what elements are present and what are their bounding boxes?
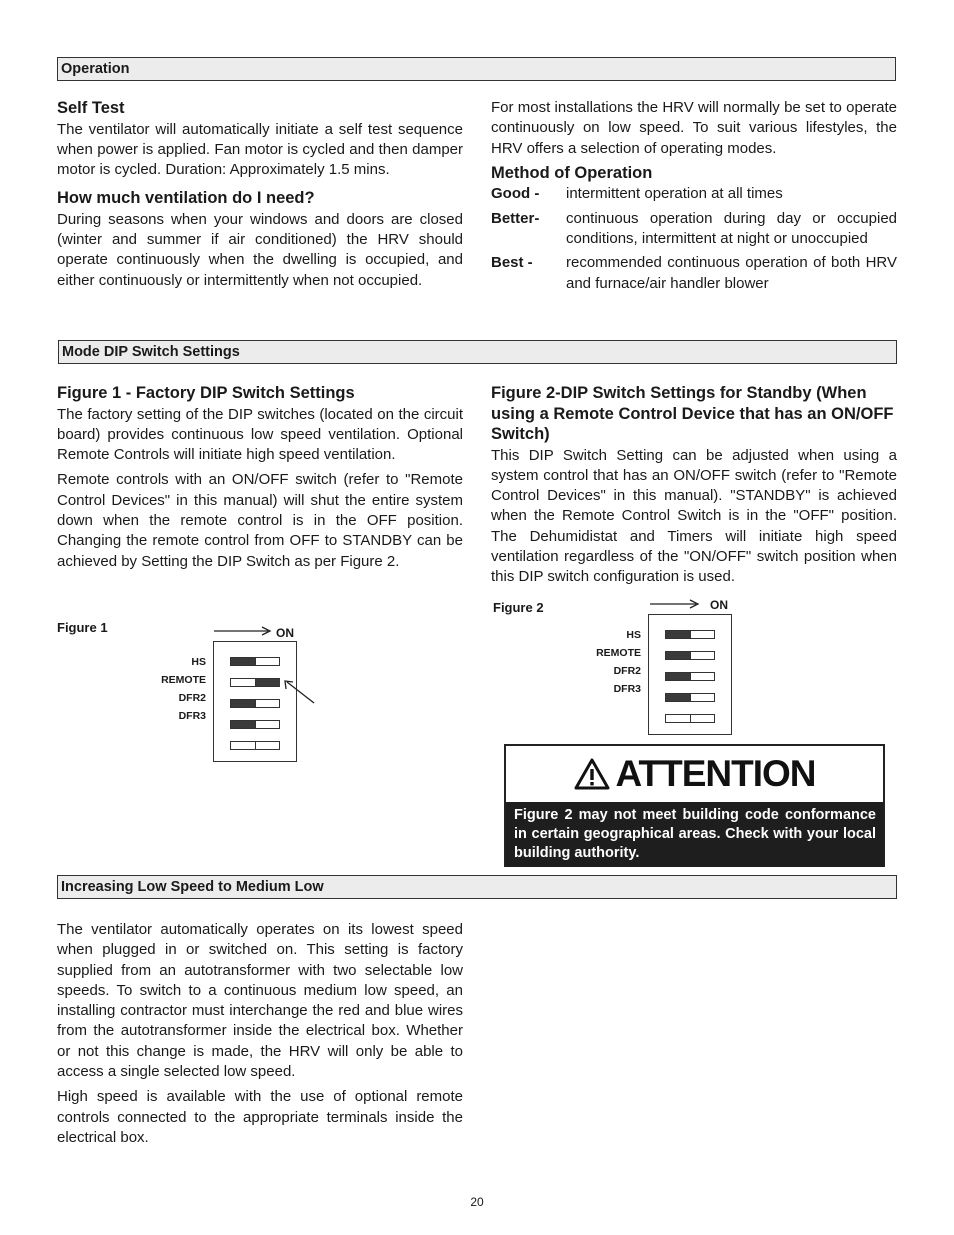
switch-divider — [255, 742, 256, 749]
switch-divider — [255, 700, 256, 707]
method-term: Better- — [491, 209, 540, 227]
figure1-arrow — [212, 624, 276, 638]
figure2-paragraph-1: This DIP Switch Setting can be adjusted when using a system control that has an ON/OFF switch (refer to "Remote Control Devices" in this manual). "STANDBY" is achieved when the Remote Control Switch is in the "OFF" position. The Dehumidistat and Timers will initiate high speed ventilation regardless of the "ON/OFF" switch position when this DIP switch configuration is used. — [491, 446, 897, 586]
switch-divider — [255, 721, 256, 728]
switch-knob — [256, 679, 280, 686]
how-much-body: During seasons when your windows and doors are closed (winter and summer if air conditioned) the HRV should operate continuously when the dwelling is occupied, and either continuously or intermittently when not occupied. — [57, 210, 463, 289]
figure1-switch-hs — [230, 657, 280, 666]
attention-title: ATTENTION — [615, 753, 816, 794]
figure2-arrow — [648, 597, 704, 611]
switch-knob — [231, 700, 255, 707]
section-header-mode-dip: Mode DIP Switch Settings — [58, 340, 897, 364]
figure2-switch-remote — [665, 651, 715, 660]
figure1-label-dfr3: DFR3 — [178, 710, 206, 722]
figure1-paragraph-2: Remote controls with an ON/OFF switch (refer to "Remote Control Devices" in this manual) will shut the entire system down when the remote control is in the OFF position. Changing the remote control from OFF to STANDBY can be achieved by Setting the DIP Switch as per Figure 2. — [57, 471, 463, 570]
figure2-switch-hs — [665, 630, 715, 639]
switch-knob — [666, 673, 690, 680]
figure2-heading: Figure 2-DIP Switch Settings for Standby (When using a Remote Control Device that has an ON/OFF Switch) — [491, 384, 894, 443]
self-test-body: The ventilator will automatically initiate a self test sequence when power is applied. Fan motor is cycled and then damper motor is cycled. Duration: Approximately 1.5 mins. — [57, 120, 463, 179]
figure1-switch-blank — [230, 741, 280, 750]
switch-knob — [666, 631, 690, 638]
switch-knob — [231, 658, 255, 665]
figure1-heading: Figure 1 - Factory DIP Switch Settings — [57, 384, 355, 402]
figure1-label-remote: REMOTE — [161, 674, 206, 686]
switch-divider — [690, 694, 691, 701]
most-installations-text: For most installations the HRV will normally be set to operate continuously on low speed. To suit various lifestyles, the HRV offers a selection of operating modes. — [491, 99, 897, 157]
increasing-text-column — [57, 920, 463, 1152]
section-header-increasing: Increasing Low Speed to Medium Low — [57, 875, 897, 899]
attention-body: Figure 2 may not meet building code conformance in certain geographical areas. Check with your local building authority. — [506, 802, 883, 867]
switch-knob — [666, 652, 690, 659]
switch-divider — [690, 673, 691, 680]
figure1-label-dfr2: DFR2 — [178, 692, 206, 704]
switch-divider — [255, 679, 256, 686]
attention-title-row — [506, 746, 883, 802]
figure2-switch-blank — [665, 714, 715, 723]
switch-knob — [666, 694, 690, 701]
self-test-heading: Self Test — [57, 99, 125, 117]
figure2-label: Figure 2 — [493, 600, 544, 615]
figure2-switch-dfr3 — [665, 693, 715, 702]
increasing-paragraph-1: The ventilator automatically operates on its lowest speed when plugged in or switched on. This setting is factory supplied from an autotransformer with two selectable low speeds. To switch to a continuous medium low speed, an installing contractor must interchange the red and blue wires from the autotransformer inside the electrical box. Whether or not this change is made, the HRV will only be able to access a single selected low speed. — [57, 921, 463, 1081]
figure1-text-column — [57, 383, 463, 576]
figure2-label-hs: HS — [626, 629, 641, 641]
method-term: Best - — [491, 254, 533, 272]
increasing-paragraph-2: High speed is available with the use of optional remote controls connected to the appropriate terminals inside the electrical box. — [57, 1088, 463, 1146]
method-def: continuous operation during day or occupied conditions, intermittent at night or unoccupied — [566, 209, 897, 247]
method-row-best — [491, 253, 897, 294]
method-def: recommended continuous operation of both HRV and furnace/air handler blower — [566, 254, 897, 292]
figure1-on-label: ON — [276, 626, 294, 640]
operation-left-column — [57, 98, 463, 295]
method-row-better — [491, 209, 897, 250]
method-heading: Method of Operation — [491, 163, 653, 182]
method-def: intermittent operation at all times — [566, 185, 783, 203]
figure1-switch-dfr2 — [230, 699, 280, 708]
figure2-label-dfr3: DFR3 — [613, 683, 641, 695]
section-header-operation: Operation — [57, 57, 896, 81]
page-number: 20 — [470, 1195, 484, 1209]
switch-divider — [255, 658, 256, 665]
figure2-text-column — [491, 383, 897, 592]
figure2-dip-box — [648, 614, 732, 735]
switch-divider — [690, 715, 691, 722]
figure2-switch-dfr2 — [665, 672, 715, 681]
figure1-label: Figure 1 — [57, 620, 108, 635]
figure2-label-dfr2: DFR2 — [613, 665, 641, 677]
figure1-switch-dfr3 — [230, 720, 280, 729]
figure1-paragraph-1: The factory setting of the DIP switches (located on the circuit board) provides continuous low speed ventilation. Optional Remote Controls will initiate high speed ventilation. — [57, 405, 463, 464]
method-term: Good - — [491, 185, 540, 203]
figure1-switch-remote — [230, 678, 280, 687]
warning-triangle-icon — [574, 758, 610, 790]
operation-right-column — [491, 98, 897, 298]
figure2-on-label: ON — [710, 598, 728, 612]
figure1-label-hs: HS — [191, 656, 206, 668]
how-much-heading: How much ventilation do I need? — [57, 189, 315, 208]
method-row-good — [491, 184, 897, 204]
figure1-pointer-arrow — [280, 678, 320, 708]
switch-divider — [690, 652, 691, 659]
figure2-label-remote: REMOTE — [596, 647, 641, 659]
attention-box — [504, 744, 885, 867]
switch-divider — [690, 631, 691, 638]
switch-knob — [231, 721, 255, 728]
